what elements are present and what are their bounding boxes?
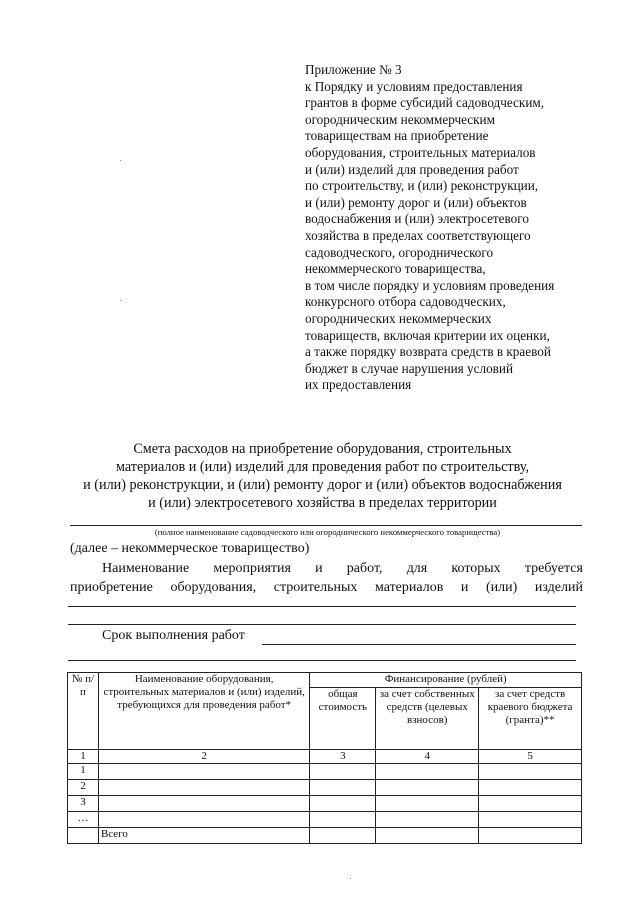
deadline-field[interactable] [262,644,576,645]
col-number: 5 [479,750,582,764]
col-header-own: за счет собственных средств (целевых взносов) [376,688,479,750]
col-number: 4 [376,750,479,764]
table-cell[interactable] [98,780,309,796]
activity-name-field[interactable] [68,606,576,607]
table-row [68,764,582,780]
row-number: … [68,812,99,828]
table-row [68,780,582,796]
table-cell[interactable] [310,812,376,828]
activity-word: (или) [485,580,518,595]
col-header-grant: за счет средств краевого бюджета (гранта)** [479,688,582,750]
appendix-line: некоммерческого товарищества, [305,261,486,277]
table-cell[interactable] [479,796,582,812]
activity-word: строительных [273,580,358,595]
table-cell[interactable] [310,780,376,796]
appendix-line: огородническим некоммерческим [305,111,495,127]
activity-name-field[interactable] [68,624,576,625]
appendix-line: Приложение № 3 [305,62,402,77]
title-line: материалов и (или) изделий для проведения работ по строительству, [115,459,530,475]
activity-word: материалов [374,580,444,595]
activity-word: приобретение [70,580,153,595]
appendix-line: хозяйства в пределах соответствующего [305,227,531,243]
hereinafter-text: (далее – некоммерческое товарищество) [70,541,310,556]
activity-line-2 [70,580,583,596]
activity-word: для [406,561,428,576]
row-number: 2 [68,780,99,796]
activity-word: требуется [524,561,583,576]
table-cell[interactable] [376,796,479,812]
total-label: Всего [98,828,309,844]
appendix-line: их предоставления [305,377,412,393]
title-line: и (или) реконструкции, и (или) ремонту дорог и (или) объектов водоснабжения [83,477,562,493]
activity-word: мероприятия [213,561,291,576]
deadline-field-extra[interactable] [68,660,576,661]
deadline-label: Срок выполнения работ [102,628,245,643]
table-cell[interactable] [98,764,309,780]
col-header-financing: Финансирование (рублей) [310,673,582,688]
appendix-line: грантов в форме субсидий садоводческим, [305,95,545,111]
table-total-row [68,828,582,844]
title-line: Смета расходов на приобретение оборудования, строительных [133,441,512,457]
activity-word: Наименование [102,561,190,576]
table-cell[interactable] [479,764,582,780]
appendix-line: садоводческого, огороднического [305,244,494,260]
activity-word: и [315,561,323,576]
table-cell[interactable] [376,812,479,828]
appendix-line: бюджет в случае нарушения условий [305,360,514,376]
title-line: и (или) электросетевого хозяйства в пределах территории [148,495,497,511]
table-cell[interactable] [98,796,309,812]
appendix-header [305,62,605,394]
org-name-field[interactable] [70,525,582,526]
row-number: 3 [68,796,99,812]
table-cell[interactable] [479,780,582,796]
table-cell[interactable] [98,812,309,828]
appendix-line: оборудования, строительных материалов [305,144,536,160]
appendix-line: а также порядку возврата средств в краевой [305,344,551,360]
table-cell[interactable] [376,764,479,780]
appendix-line: по строительству, и (или) реконструкции, [305,178,539,194]
appendix-line: товариществ, включая критерии их оценки, [305,327,550,343]
org-name-note: (полное наименование садоводческого или огороднического некоммерческого товарищества) [154,527,501,537]
table-cell[interactable] [310,764,376,780]
appendix-line: товариществам на приобретение [305,128,489,144]
table-cell[interactable] [310,828,376,844]
appendix-line: и (или) изделий для проведения работ [305,161,519,177]
document-title [40,440,605,512]
col-number: 3 [310,750,376,764]
activity-word: которых [451,561,501,576]
activity-word: изделий [534,580,583,595]
appendix-line: водоснабжения и (или) электросетевого [305,211,529,227]
table-cell[interactable] [310,796,376,812]
col-number: 1 [68,750,99,764]
table-cell[interactable] [479,812,582,828]
activity-word: и [460,580,469,595]
appendix-line: огороднических некоммерческих [305,310,492,326]
col-number: 2 [98,750,309,764]
activity-line-1 [102,561,583,577]
scan-speck [350,878,351,879]
table-cell[interactable] [376,828,479,844]
col-header-num: № п/п [68,673,99,750]
scan-speck [120,160,121,161]
budget-table [67,672,582,844]
table-cell[interactable] [479,828,582,844]
col-header-total: общая стоимость [310,688,376,750]
table-cell [68,828,99,844]
appendix-line: конкурсного отбора садоводческих, [305,294,506,310]
col-header-name: Наименование оборудования, строительных материалов и (или) изделий, требующихся для проведения работ* [98,673,309,750]
appendix-line: в том числе порядку и условиям проведения [305,277,555,293]
table-row [68,812,582,828]
activity-word: оборудования, [170,580,257,595]
table-row [68,796,582,812]
appendix-line: к Порядку и условиям предоставления [305,78,523,94]
appendix-line: и (или) ремонту дорог и (или) объектов [305,194,527,210]
row-number: 1 [68,764,99,780]
scan-speck [120,300,121,301]
activity-word: работ, [346,561,383,576]
table-cell[interactable] [376,780,479,796]
